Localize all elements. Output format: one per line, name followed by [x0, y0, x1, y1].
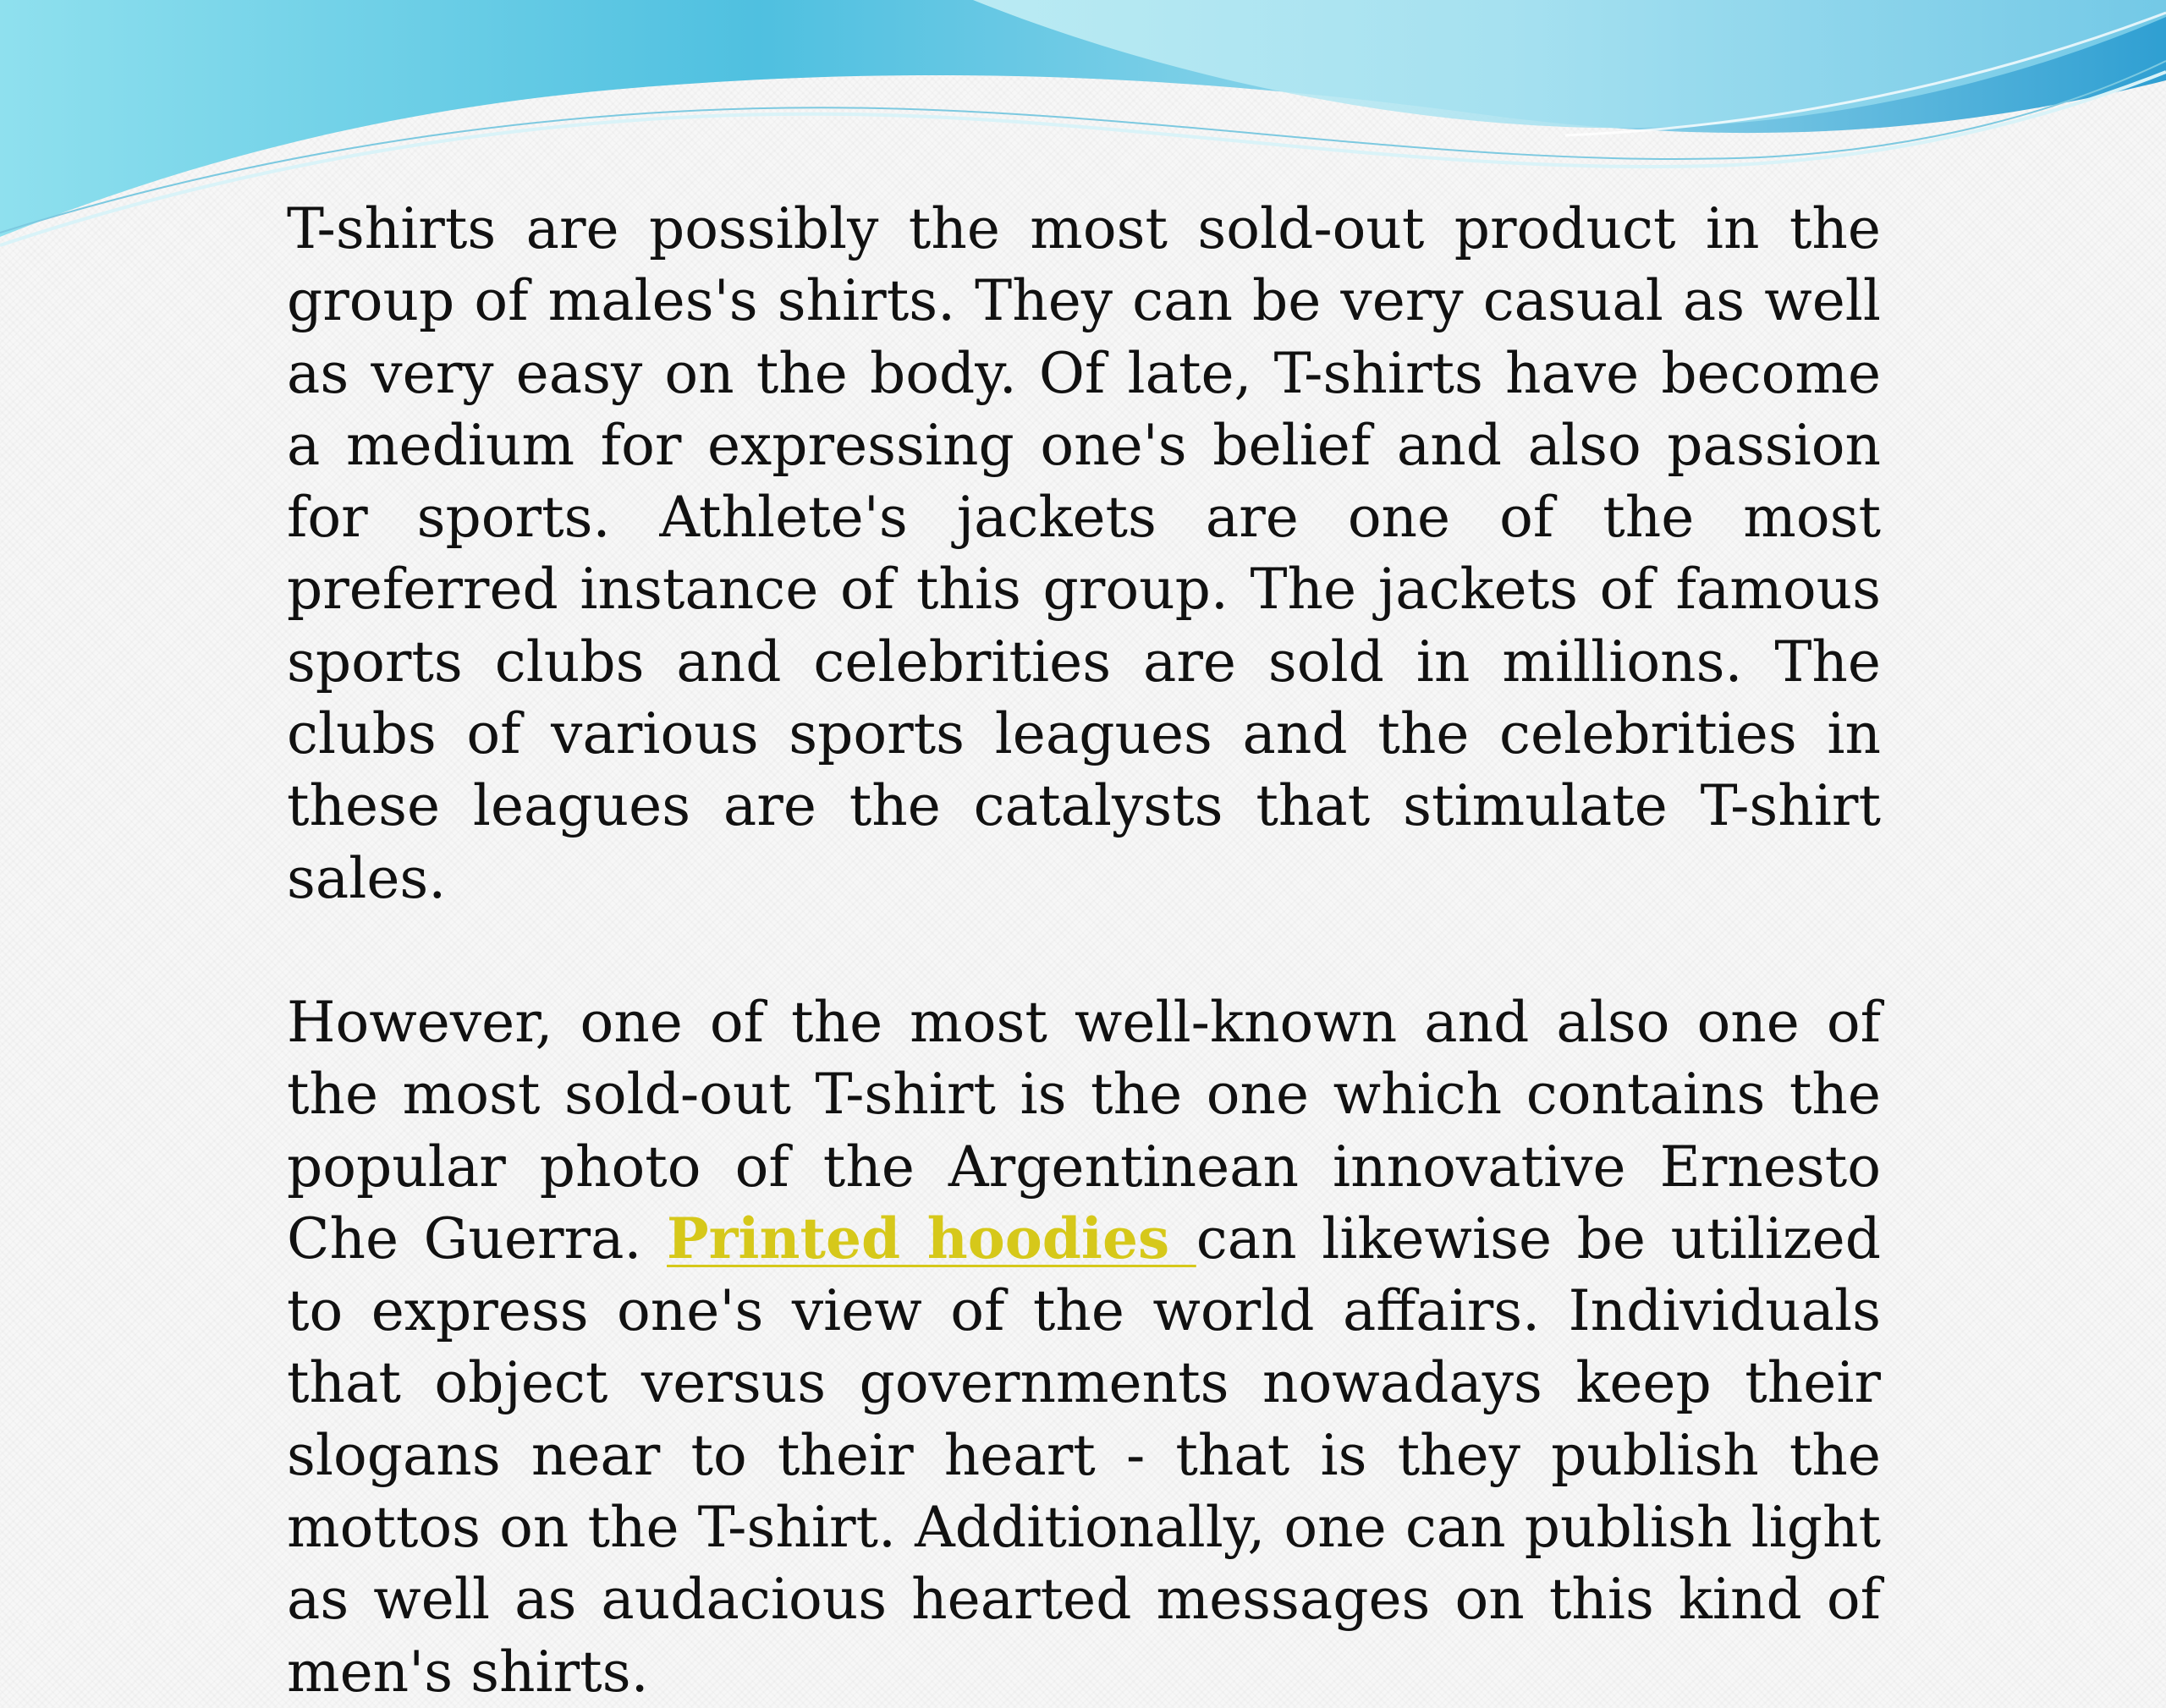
printed-hoodies-link[interactable]: Printed hoodies	[667, 1205, 1196, 1271]
paragraph-tshirts-intro: T-shirts are possibly the most sold-out product in the group of males's shirts. They can be very casual as well as very easy on the body. Of late, T-shirts have become a medium for expressing one's belief and also passion for sports. Athlete's jackets are one of the most preferred instance of this group. The jackets of famous sports clubs and celebrities are sold in millions. The clubs of various sports leagues and the celebrities in these leagues are the catalysts that stimulate T-shirt sales.	[287, 196, 1881, 911]
paragraph-text-before-link: However, one of the most well-known and also one of the most sold-out T-shirt is the one which contains the popular photo of the Argentinean innovative Ernesto Che Guerra.	[287, 989, 1881, 1271]
slide-body	[287, 193, 1881, 1708]
paragraph-che-guevara	[287, 986, 1881, 1708]
paragraph-text-after-link: can likewise be utilized to express one's view of the world affairs. Individuals that object versus governments nowadays keep their slogans near to their heart - that is they publish the mottos on the T-shirt. Additionally, one can publish light as well as audacious hearted messages on this kind of men's shirts.	[287, 1205, 1881, 1705]
